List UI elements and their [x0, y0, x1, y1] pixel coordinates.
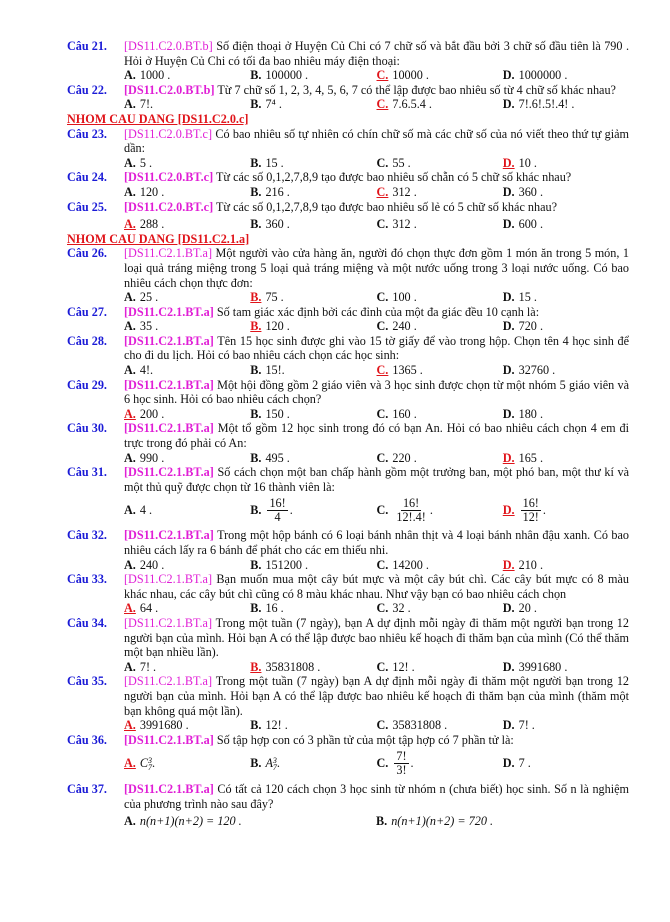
question-text: Có bao nhiêu số tự nhiên có chín chữ số mà các chữ số của nó viết theo thứ tự giảm dần: — [124, 126, 629, 156]
option-a[interactable]: A. 4 . — [124, 503, 153, 518]
question-stem — [124, 127, 629, 156]
answer-options — [124, 407, 629, 422]
option-b[interactable]: B. 360 . — [250, 217, 290, 232]
answer-options — [124, 814, 629, 829]
option-c[interactable]: C. 32 . — [376, 601, 411, 616]
question-tag: [DS11.C2.1.BT.a] — [124, 572, 213, 587]
question-tag: [DS11.C2.0.BT.c] — [124, 126, 213, 141]
answer-options — [124, 290, 629, 305]
question-text: Từ 7 chữ số 1, 2, 3, 4, 5, 6, 7 có thể lập được bao nhiêu số từ 4 chữ số khác nhau? — [217, 82, 616, 97]
question-text: Một hội đồng gồm 2 giáo viên và 3 học sinh được chọn từ một nhóm 5 giáo viên và 6 học sinh. Hỏi có bao nhiêu cách chọn? — [124, 377, 629, 407]
question-text: Từ các số 0,1,2,7,8,9 tạo được bao nhiêu số lẻ có 5 chữ số khác nhau? — [215, 199, 557, 214]
option-b[interactable]: B. 495 . — [250, 450, 290, 465]
option-b[interactable]: B. 7⁴ . — [250, 97, 282, 112]
question-text: Trong một tuần (7 ngày), bạn A dự định mỗi ngày đi thăm một người bạn trong 12 người bạn của mình. Hỏi bạn A có thể lập được bao nhiêu kế hoạch đi thăm bạn của mình (Có thể thăm một bạn nhiều lần). — [124, 615, 629, 660]
option-a[interactable]: A. 7! . — [124, 659, 157, 674]
question-number: Câu 27. — [67, 304, 107, 319]
question-text: Trong một tuần (7 ngày) bạn A dự định mỗi ngày đi thăm một người bạn trong 12 người bạn của mình. Hỏi bạn A có thể lập được bao nhiêu kế hoạch đi thăm bạn của mình (thăm một bạn không quá một lần). — [124, 674, 630, 718]
question-tag: [DS11.C2.1.BT.a] — [124, 674, 213, 689]
answer-options — [124, 97, 629, 112]
question-stem — [124, 572, 629, 601]
option-a[interactable]: A. 64 . — [124, 601, 159, 616]
option-d[interactable]: D. $\frac{16!}{12!}$ . — [502, 495, 546, 524]
option-d[interactable]: D. 20 . — [502, 601, 537, 616]
question-tag: [DS11.C2.0.BT.c] — [124, 170, 214, 185]
question-number: Câu 36. — [67, 732, 107, 747]
answer-options — [124, 494, 629, 526]
option-a[interactable]: A. 288 . — [124, 217, 165, 232]
option-d[interactable]: D. 720 . — [502, 319, 543, 334]
question-stem — [124, 378, 629, 407]
question-text: Từ các số 0,1,2,7,8,9 tạo được bao nhiêu số chẵn có 5 chữ số khác nhau? — [215, 170, 572, 185]
question-stem — [124, 246, 629, 290]
option-d[interactable]: D. 180 . — [502, 406, 543, 421]
question-33 — [67, 572, 629, 616]
option-d[interactable]: D. 165 . — [502, 450, 543, 465]
question-number: Câu 37. — [67, 782, 107, 797]
option-c[interactable]: C. 240 . — [376, 319, 417, 334]
question-number: Câu 33. — [67, 572, 107, 587]
fraction: $\frac{7!}{3!}$ — [396, 748, 407, 777]
option-d[interactable]: D. 7!.6!.5!.4! . — [502, 97, 575, 112]
question-number: Câu 35. — [67, 674, 107, 689]
question-32 — [67, 528, 629, 572]
option-c[interactable]: C. $\frac{7!}{3!}$ . — [376, 748, 414, 777]
option-b[interactable]: B. 151200 . — [250, 557, 309, 572]
question-36 — [67, 733, 629, 780]
section-heading: NHOM CAU DANG [DS11.C2.0.c] — [67, 111, 249, 126]
option-a[interactable]: A. 990 . — [124, 450, 165, 465]
question-28 — [67, 334, 629, 378]
question-text: Số tập hợp con có 3 phần tử của một tập hợp có 7 phần tử là: — [216, 732, 514, 747]
option-a[interactable]: A. 200 . — [124, 406, 165, 421]
option-b[interactable]: B. 120 . — [250, 319, 290, 334]
option-a[interactable]: A. 3991680 . — [124, 718, 189, 733]
question-stem — [124, 528, 629, 557]
question-31 — [67, 465, 629, 526]
question-tag: [DS11.C2.1.BT.a] — [124, 732, 214, 747]
question-stem — [124, 733, 629, 748]
answer-options — [124, 217, 629, 232]
combination-symbol: C 3 7 — [139, 755, 152, 772]
question-number: Câu 30. — [67, 421, 107, 436]
option-b[interactable]: B. 15!. — [250, 363, 285, 378]
question-number: Câu 29. — [67, 377, 107, 392]
question-tag: [DS11.C2.0.BT.c] — [124, 199, 214, 214]
question-tag: [DS11.C2.1.BT.a] — [124, 333, 214, 348]
option-c[interactable]: C. $\frac{16!}{12!.4!}$ . — [376, 495, 433, 524]
question-number: Câu 31. — [67, 465, 107, 480]
question-stem — [124, 465, 629, 494]
option-a[interactable]: A. 5 . — [124, 155, 153, 170]
question-37 — [67, 782, 629, 828]
question-number: Câu 24. — [67, 170, 107, 185]
option-b[interactable]: B. 100000 . — [250, 68, 309, 83]
option-b[interactable]: B. 75 . — [250, 290, 284, 305]
option-b[interactable]: B. 150 . — [250, 406, 290, 421]
question-number: Câu 34. — [67, 615, 107, 630]
option-d[interactable]: D. 3991680 . — [502, 659, 568, 674]
answer-options — [124, 68, 629, 83]
question-number: Câu 25. — [67, 199, 107, 214]
option-d[interactable]: D. 15 . — [502, 290, 537, 305]
fraction: $\frac{16!}{12!.4!}$ — [396, 495, 426, 524]
question-text: Số tam giác xác định bởi các đỉnh của một đa giác đều 10 cạnh là: — [216, 304, 540, 319]
question-stem — [124, 83, 629, 98]
question-23 — [67, 127, 629, 171]
question-25 — [67, 200, 629, 232]
section-heading: NHOM CAU DANG [DS11.C2.1.a] — [67, 231, 250, 246]
question-35 — [67, 674, 629, 732]
option-d[interactable]: D. 600 . — [502, 217, 543, 232]
question-tag: [DS11.C2.1.BT.a] — [124, 304, 214, 319]
answer-options — [124, 156, 629, 171]
question-stem — [124, 170, 629, 185]
option-c[interactable]: C. 1365 . — [376, 363, 423, 378]
option-d[interactable]: D. 210 . — [502, 557, 543, 572]
option-c[interactable]: C. 14200 . — [376, 557, 429, 572]
option-a[interactable]: A. n(n+1)(n+2) = 120 . — [124, 813, 242, 828]
question-tag: [DS11.C2.1.BT.a] — [124, 377, 214, 392]
question-21 — [67, 39, 629, 83]
question-stem — [124, 39, 629, 68]
question-tag: [DS11.C2.1.BT.a] — [124, 246, 213, 261]
option-b[interactable]: B. 15 . — [250, 155, 284, 170]
question-stem — [124, 305, 629, 320]
option-d[interactable]: D. 7 . — [502, 756, 531, 771]
option-c[interactable]: C. 10000 . — [376, 68, 429, 83]
question-number: Câu 21. — [67, 39, 107, 53]
arrangement-symbol: A 3 7 — [265, 755, 277, 772]
answer-options — [124, 718, 629, 733]
question-text: Một người vào cửa hàng ăn, người đó chọn thực đơn gồm 1 món ăn trong 5 món, 1 loại quả tráng miệng trong 5 loại quả tráng miệng và một nước uống trong 3 loại nước uống. Có bao nhiêu cách chọn thực đơn: — [124, 246, 630, 290]
question-tag: [DS11.C2.0.BT.b] — [124, 39, 213, 53]
option-c[interactable]: C. 220 . — [376, 450, 417, 465]
question-26 — [67, 246, 629, 304]
option-a[interactable]: A. 240 . — [124, 557, 165, 572]
question-stem — [124, 200, 629, 215]
option-b[interactable]: B. 16 . — [250, 601, 284, 616]
question-tag: [DS11.C2.1.BT.a] — [124, 465, 214, 480]
question-tag: [DS11.C2.0.BT.b] — [124, 82, 215, 97]
question-text: Bạn muốn mua một cây bút mực và một cây bút chì. Các cây bút mực có 8 màu khác nhau, các cây bút chì cũng có 8 màu khác nhau. Như vậy bạn có bao nhiêu cách chọn — [124, 572, 629, 601]
option-a[interactable]: A. 4!. — [124, 363, 154, 378]
question-number: Câu 28. — [67, 333, 107, 348]
question-tag: [DS11.C2.1.BT.a] — [124, 421, 214, 436]
answer-options — [124, 660, 629, 675]
option-c[interactable]: C. 312 . — [376, 184, 417, 199]
option-c[interactable]: C. 35831808 . — [376, 718, 448, 733]
option-b[interactable]: B. 35831808 . — [250, 659, 321, 674]
option-b[interactable]: B. n(n+1)(n+2) = 720 . — [376, 813, 494, 828]
question-34 — [67, 616, 629, 674]
question-number: Câu 22. — [67, 82, 107, 97]
option-d[interactable]: D. 360 . — [502, 184, 543, 199]
document-page — [67, 39, 629, 828]
answer-options — [124, 363, 629, 378]
question-22 — [67, 83, 629, 112]
question-tag: [DS11.C2.1.BT.a] — [124, 528, 214, 543]
option-a[interactable]: A. 25 . — [124, 290, 159, 305]
question-stem — [124, 334, 629, 363]
option-d[interactable]: D. 32760 . — [502, 363, 556, 378]
question-number: Câu 26. — [67, 246, 107, 261]
option-c[interactable]: C. 312 . — [376, 217, 417, 232]
option-b[interactable]: B. A 3 7 . — [250, 755, 280, 772]
option-d[interactable]: D. 10 . — [502, 155, 537, 170]
option-c[interactable]: C. 12! . — [376, 659, 415, 674]
question-27 — [67, 305, 629, 334]
answer-options — [124, 747, 629, 779]
option-b[interactable]: B. 12! . — [250, 718, 288, 733]
question-30 — [67, 421, 629, 465]
answer-options — [124, 451, 629, 466]
question-24 — [67, 170, 629, 199]
option-a[interactable]: A. C 3 7 . — [124, 755, 156, 772]
question-text: Một tổ gồm 12 học sinh trong đó có bạn An. Hỏi có bao nhiêu cách chọn 4 em đi trực trong đó phải có An: — [124, 421, 630, 451]
question-stem — [124, 674, 629, 718]
option-a[interactable]: A. 7!. — [124, 97, 154, 112]
answer-options — [124, 185, 629, 200]
question-text: Có tất cả 120 cách chọn 3 học sinh từ nhóm n (chưa biết) học sinh. Số n là nghiệm của phương trình nào sau đây? — [124, 782, 629, 811]
question-stem — [124, 421, 629, 450]
option-d[interactable]: D. 7! . — [502, 718, 535, 733]
fraction: $\frac{16!}{12!}$ — [522, 495, 539, 524]
option-a[interactable]: A. 120 . — [124, 184, 165, 199]
option-c[interactable]: C. 160 . — [376, 406, 417, 421]
question-stem — [124, 782, 629, 811]
option-a[interactable]: A. 1000 . — [124, 68, 171, 83]
question-number: Câu 23. — [67, 126, 107, 141]
question-text: Trong một hộp bánh có 6 loại bánh nhân thịt và 4 loại bánh nhân đậu xanh. Có bao nhiêu cách lấy ra 6 bánh để phát cho các em thiếu nhi. — [124, 528, 629, 557]
question-stem — [124, 616, 629, 660]
option-c[interactable]: C. 55 . — [376, 155, 411, 170]
answer-options — [124, 601, 629, 616]
question-number: Câu 32. — [67, 528, 107, 543]
option-c[interactable]: C. 7.6.5.4 . — [376, 97, 432, 112]
question-text: Tên 15 học sinh được ghi vào 15 tờ giấy để vào trong hộp. Chọn tên 4 học sinh để cho đi du lịch. Hỏi có bao nhiêu cách chọn các học sinh: — [124, 333, 629, 363]
question-text: Số cách chọn một ban chấp hành gồm một trưởng ban, một phó ban, một thư kí và một thủ quỹ được chọn từ 16 thành viên là: — [124, 465, 629, 494]
option-c[interactable]: C. 100 . — [376, 290, 417, 305]
answer-options — [124, 558, 629, 573]
question-tag: [DS11.C2.1.BT.a] — [124, 615, 213, 630]
answer-options — [124, 319, 629, 334]
question-tag: [DS11.C2.1.BT.a] — [124, 782, 214, 797]
option-d[interactable]: D. 1000000 . — [502, 68, 568, 83]
question-29 — [67, 378, 629, 422]
question-text: Số điện thoại ở Huyện Củ Chi có 7 chữ số và bắt đầu bởi 3 chữ số đầu tiên là 790 . Hỏi ở Huyện Củ Chi có tối đa bao nhiêu máy điện thoại: — [124, 39, 630, 68]
option-a[interactable]: A. 35 . — [124, 319, 159, 334]
option-b[interactable]: B. 216 . — [250, 184, 290, 199]
option-b[interactable]: B. $\frac{16!}{4}$ . — [250, 495, 293, 524]
fraction: $\frac{16!}{4}$ — [269, 495, 286, 524]
